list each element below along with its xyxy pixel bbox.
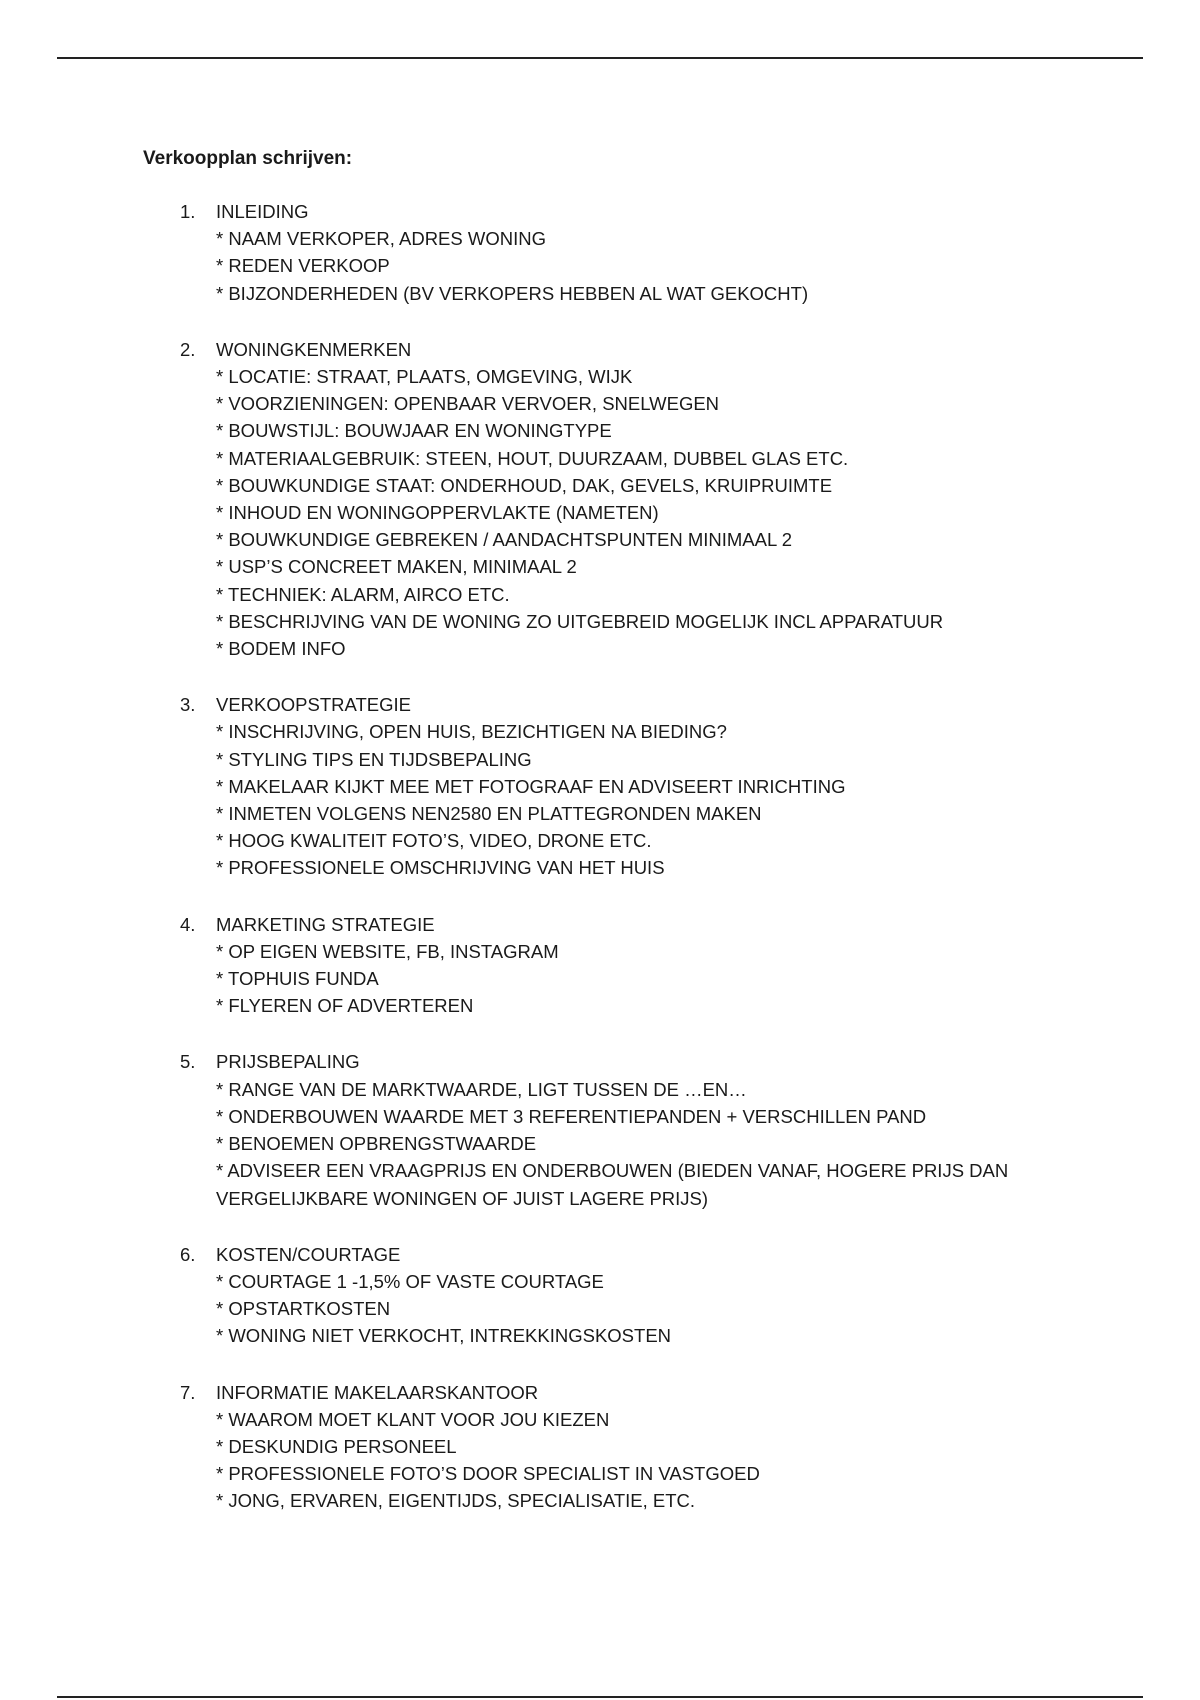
- list-item: * FLYEREN OF ADVERTEREN: [216, 995, 474, 1017]
- section-number: 7.: [180, 1381, 196, 1403]
- section-number: 5.: [180, 1051, 196, 1073]
- section-items: [216, 1406, 1063, 1515]
- list-item: * REDEN VERKOOP: [216, 255, 390, 277]
- section-items: [216, 938, 1063, 1020]
- list-item: * LOCATIE: STRAAT, PLAATS, OMGEVING, WIJK: [216, 366, 633, 388]
- section-number: 6.: [180, 1243, 196, 1265]
- section-number: 3.: [180, 694, 196, 716]
- section-number: 4.: [180, 913, 196, 935]
- list-item: * INHOUD EN WONINGOPPERVLAKTE (NAMETEN): [216, 502, 659, 524]
- document-title: Verkoopplan schrijven:: [143, 148, 353, 169]
- section-woningkenmerken: [143, 336, 1063, 662]
- section-title: MARKETING STRATEGIE: [216, 913, 435, 935]
- list-item: * WONING NIET VERKOCHT, INTREKKINGSKOSTEN: [216, 1325, 672, 1347]
- list-item: * PROFESSIONELE OMSCHRIJVING VAN HET HUIS: [216, 857, 665, 879]
- section-items: [216, 1076, 1063, 1212]
- list-item: * OP EIGEN WEBSITE, FB, INSTAGRAM: [216, 940, 559, 962]
- list-item: * PROFESSIONELE FOTO’S DOOR SPECIALIST IN VASTGOED: [216, 1463, 760, 1485]
- list-item: * BENOEMEN OPBRENGSTWAARDE: [216, 1133, 537, 1155]
- list-item: * ADVISEER EEN VRAAGPRIJS EN ONDERBOUWEN (BIEDEN VANAF, HOGERE PRIJS DAN VERGELIJKBARE WONINGEN OF JUIST LAGERE PRIJS): [216, 1160, 1009, 1209]
- section-items: [216, 718, 1063, 881]
- section-title: INFORMATIE MAKELAARSKANTOOR: [216, 1381, 539, 1403]
- list-item: * BOUWKUNDIGE GEBREKEN / AANDACHTSPUNTEN MINIMAAL 2: [216, 529, 792, 551]
- list-item: * BIJZONDERHEDEN (BV VERKOPERS HEBBEN AL WAT GEKOCHT): [216, 282, 809, 304]
- section-informatie-makelaarskantoor: [143, 1379, 1063, 1515]
- section-prijsbepaling: [143, 1048, 1063, 1211]
- list-item: * OPSTARTKOSTEN: [216, 1298, 391, 1320]
- list-item: * MAKELAAR KIJKT MEE MET FOTOGRAAF EN ADVISEERT INRICHTING: [216, 775, 846, 797]
- list-item: * VOORZIENINGEN: OPENBAAR VERVOER, SNELWEGEN: [216, 393, 720, 415]
- list-item: * COURTAGE 1 -1,5% OF VASTE COURTAGE: [216, 1270, 604, 1292]
- list-item: * NAAM VERKOPER, ADRES WONING: [216, 228, 546, 250]
- section-inleiding: [143, 198, 1063, 307]
- section-number: 2.: [180, 338, 196, 360]
- list-item: * JONG, ERVAREN, EIGENTIJDS, SPECIALISATIE, ETC.: [216, 1490, 696, 1512]
- header-rule: [57, 57, 1143, 59]
- list-item: * TECHNIEK: ALARM, AIRCO ETC.: [216, 583, 510, 605]
- list-item: * USP’S CONCREET MAKEN, MINIMAAL 2: [216, 556, 577, 578]
- list-item: * INSCHRIJVING, OPEN HUIS, BEZICHTIGEN NA BIEDING?: [216, 721, 727, 743]
- section-title: VERKOOPSTRATEGIE: [216, 694, 411, 716]
- section-title: KOSTEN/COURTAGE: [216, 1243, 401, 1265]
- list-item: * MATERIAALGEBRUIK: STEEN, HOUT, DUURZAAM, DUBBEL GLAS ETC.: [216, 447, 849, 469]
- section-verkoopstrategie: [143, 691, 1063, 881]
- list-item: * BESCHRIJVING VAN DE WONING ZO UITGEBREID MOGELIJK INCL APPARATUUR: [216, 610, 944, 632]
- list-item: * BODEM INFO: [216, 638, 346, 660]
- list-item: * ONDERBOUWEN WAARDE MET 3 REFERENTIEPANDEN + VERSCHILLEN PAND: [216, 1105, 927, 1127]
- list-item: * TOPHUIS FUNDA: [216, 968, 379, 990]
- section-kosten-courtage: [143, 1241, 1063, 1350]
- footer-rule: [57, 1696, 1143, 1698]
- list-item: * DESKUNDIG PERSONEEL: [216, 1435, 457, 1457]
- list-item: * WAAROM MOET KLANT VOOR JOU KIEZEN: [216, 1408, 610, 1430]
- list-item: * BOUWKUNDIGE STAAT: ONDERHOUD, DAK, GEVELS, KRUIPRUIMTE: [216, 474, 833, 496]
- list-item: * HOOG KWALITEIT FOTO’S, VIDEO, DRONE ETC.: [216, 830, 652, 852]
- section-list: [143, 198, 1063, 1544]
- section-items: [216, 225, 1063, 307]
- section-title: PRIJSBEPALING: [216, 1051, 360, 1073]
- section-number: 1.: [180, 201, 196, 222]
- section-items: [216, 1268, 1063, 1350]
- section-items: [216, 363, 1063, 662]
- list-item: * BOUWSTIJL: BOUWJAAR EN WONINGTYPE: [216, 420, 612, 442]
- list-item: * RANGE VAN DE MARKTWAARDE, LIGT TUSSEN DE …EN…: [216, 1078, 747, 1100]
- list-item: * STYLING TIPS EN TIJDSBEPALING: [216, 748, 532, 770]
- section-title: INLEIDING: [216, 201, 309, 222]
- section-title: WONINGKENMERKEN: [216, 338, 412, 360]
- section-marketing-strategie: [143, 911, 1063, 1020]
- list-item: * INMETEN VOLGENS NEN2580 EN PLATTEGRONDEN MAKEN: [216, 803, 762, 825]
